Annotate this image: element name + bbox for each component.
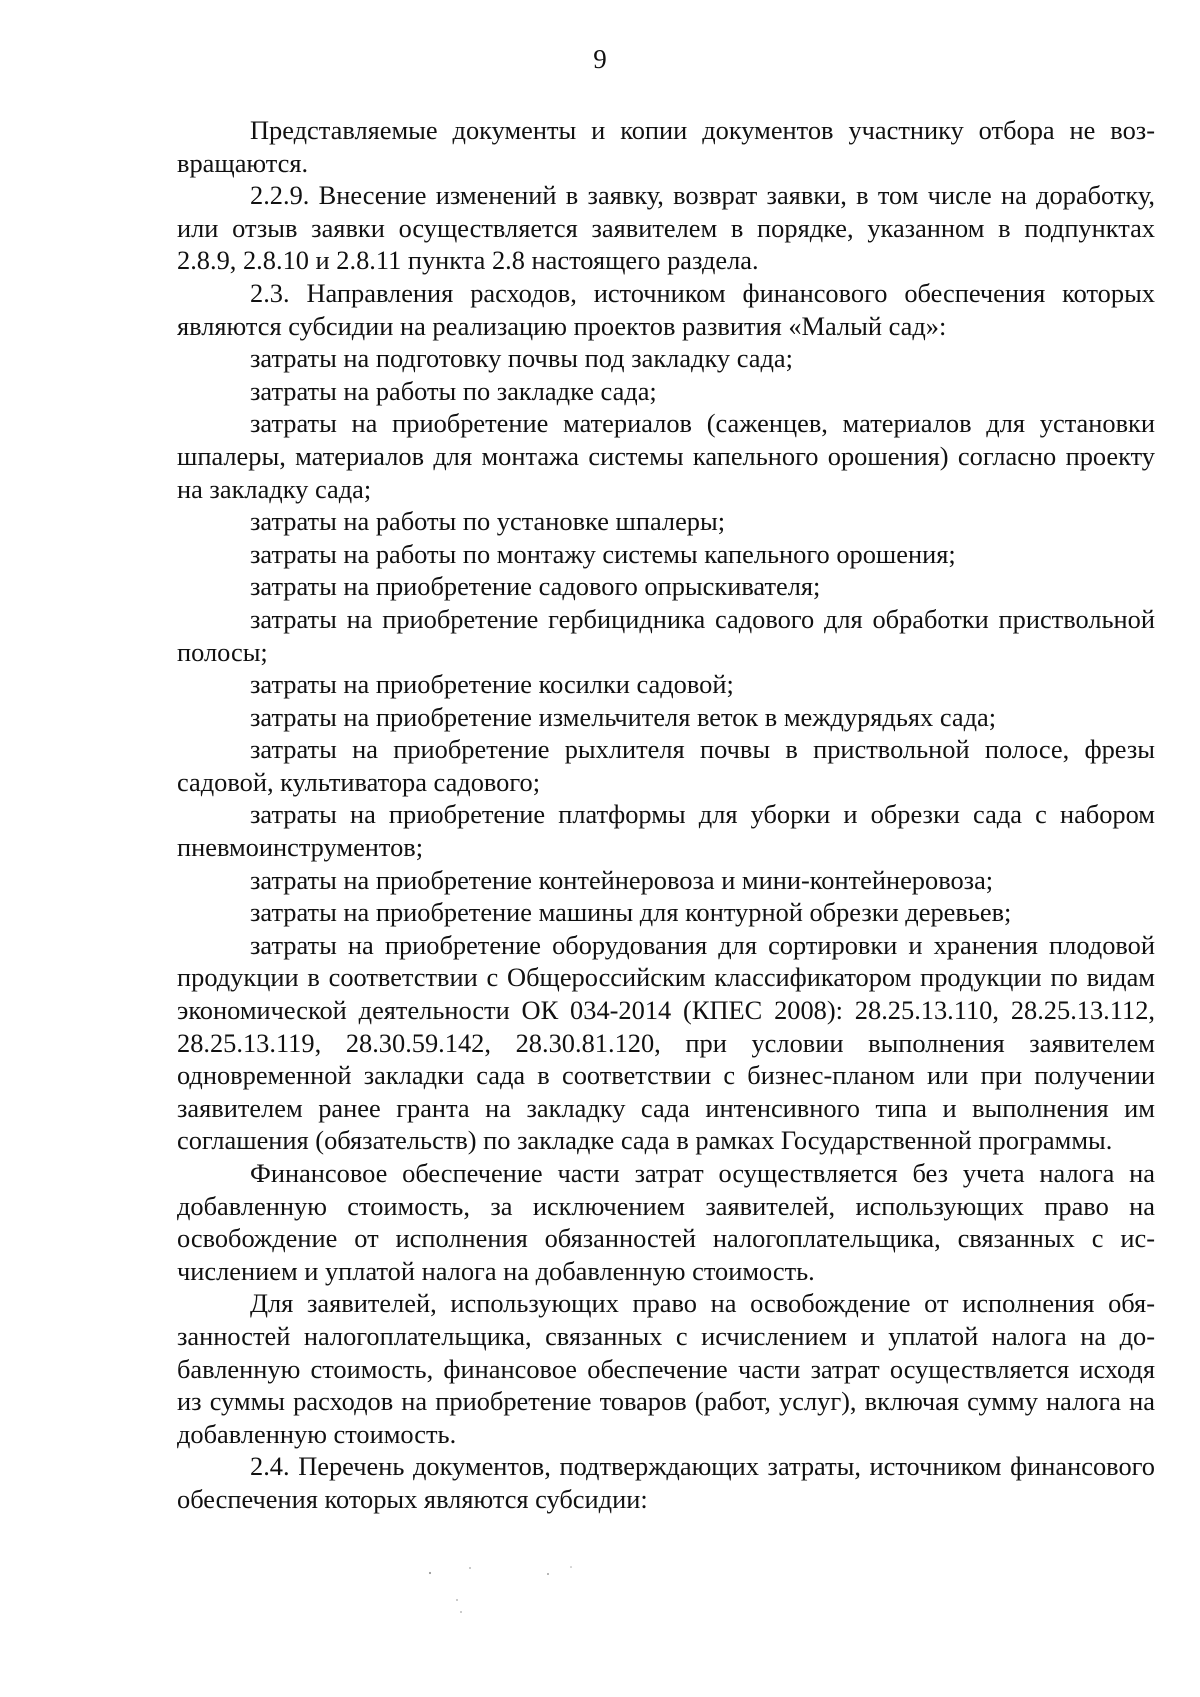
paragraph-vat-exclusion: Финансовое обеспечение части затрат осуществляется без учета налога на добавленную стоимость, за исключением заявителей, использующих право на освобождение от исполнения обязанностей налогоплательщика, связанных с исчислением и уплатой налога на добавленную стоимость. <box>177 1158 1155 1286</box>
paragraph-2-3: 2.3. Направления расходов, источником финансового обеспечения которых являются субсидии на реализацию проектов развития «Малый сад»: <box>177 277 1155 341</box>
paragraph-2-4: 2.4. Перечень документов, подтверждающих затраты, источником финансового обеспечения которых являются субсидии: <box>177 1451 1155 1514</box>
list-item-cultivator: затраты на приобретение рыхлителя почвы в приствольной полосе, фрезы садовой, культиватора садового; <box>177 734 1155 797</box>
list-item-trellis-installation: затраты на работы по установке шпалеры; <box>250 506 726 537</box>
paragraph-2-2-9: 2.2.9. Внесение изменений в заявку, возврат заявки, в том числе на доработку, или отзыв заявки осуществляется заявителем в порядке, указанном в подпунктах 2.8.9, 2.8.10 и 2.8.11 пункта 2.8 настоящего раздела. <box>177 180 1155 276</box>
list-item-sprayer: затраты на приобретение садового опрыскивателя; <box>250 571 821 602</box>
list-item-soil-preparation: затраты на подготовку почвы под закладку сада; <box>250 343 793 374</box>
list-item-materials: затраты на приобретение материалов (саженцев, материалов для установки шпалеры, материалов для монтажа системы капельного орошения) согласно проекту на закладку сада; <box>177 408 1155 504</box>
list-item-garden-planting: затраты на работы по закладке сада; <box>250 375 657 406</box>
list-item-branch-shredder: затраты на приобретение измельчителя веток в междурядьях сада; <box>250 701 997 732</box>
list-item-pruning-machine: затраты на приобретение машины для контурной обрезки деревьев; <box>250 897 1012 928</box>
list-item-herbicide-applicator: затраты на приобретение гербицидника садового для обработки приствольной полосы; <box>177 603 1155 667</box>
list-item-mower: затраты на приобретение косилки садовой; <box>250 669 734 700</box>
list-item-harvest-platform: затраты на приобретение платформы для уборки и обрезки сада с набором пневмоинструментов; <box>177 799 1155 863</box>
page-number: 9 <box>593 44 607 74</box>
paragraph-vat-exempt-applicants: Для заявителей, использующих право на освобождение от исполнения обязанностей налогоплательщика, связанных с исчислением и уплатой налога на добавленную стоимость, финансовое обеспечение части затрат осуществляется исходя из суммы расходов на приобретение товаров (работ, услуг), включая сумму налога на добавленную стоимость. <box>177 1288 1155 1449</box>
list-item-drip-irrigation: затраты на работы по монтажу системы капельного орошения; <box>250 538 956 569</box>
list-item-sorting-storage-equipment: затраты на приобретение оборудования для сортировки и хранения плодовой продукции в соответствии с Общероссийским классификатором продукции по видам экономической деятельности ОК 034-2014 (КПЕС 2008): 28.25.13.110, 28.25.13.112, 28.25.13.119, 28.30.59.142, 28.30.81.120, при условии выполнения заявителем одновременной закладки сада в соответствии с бизнес-планом или при получении заявителем ранее гранта на закладку сада интенсивного типа и выполнения им соглашения (обязательств) по закладке сада в рамках Государственной программы. <box>177 929 1155 1156</box>
document-body <box>177 114 1155 1516</box>
paragraph-documents-not-returned: Представляемые документы и копии документов участнику отбора не возвращаются. <box>177 115 1155 178</box>
list-item-container-carrier: затраты на приобретение контейнеровоза и мини-контейнеровоза; <box>250 864 994 895</box>
